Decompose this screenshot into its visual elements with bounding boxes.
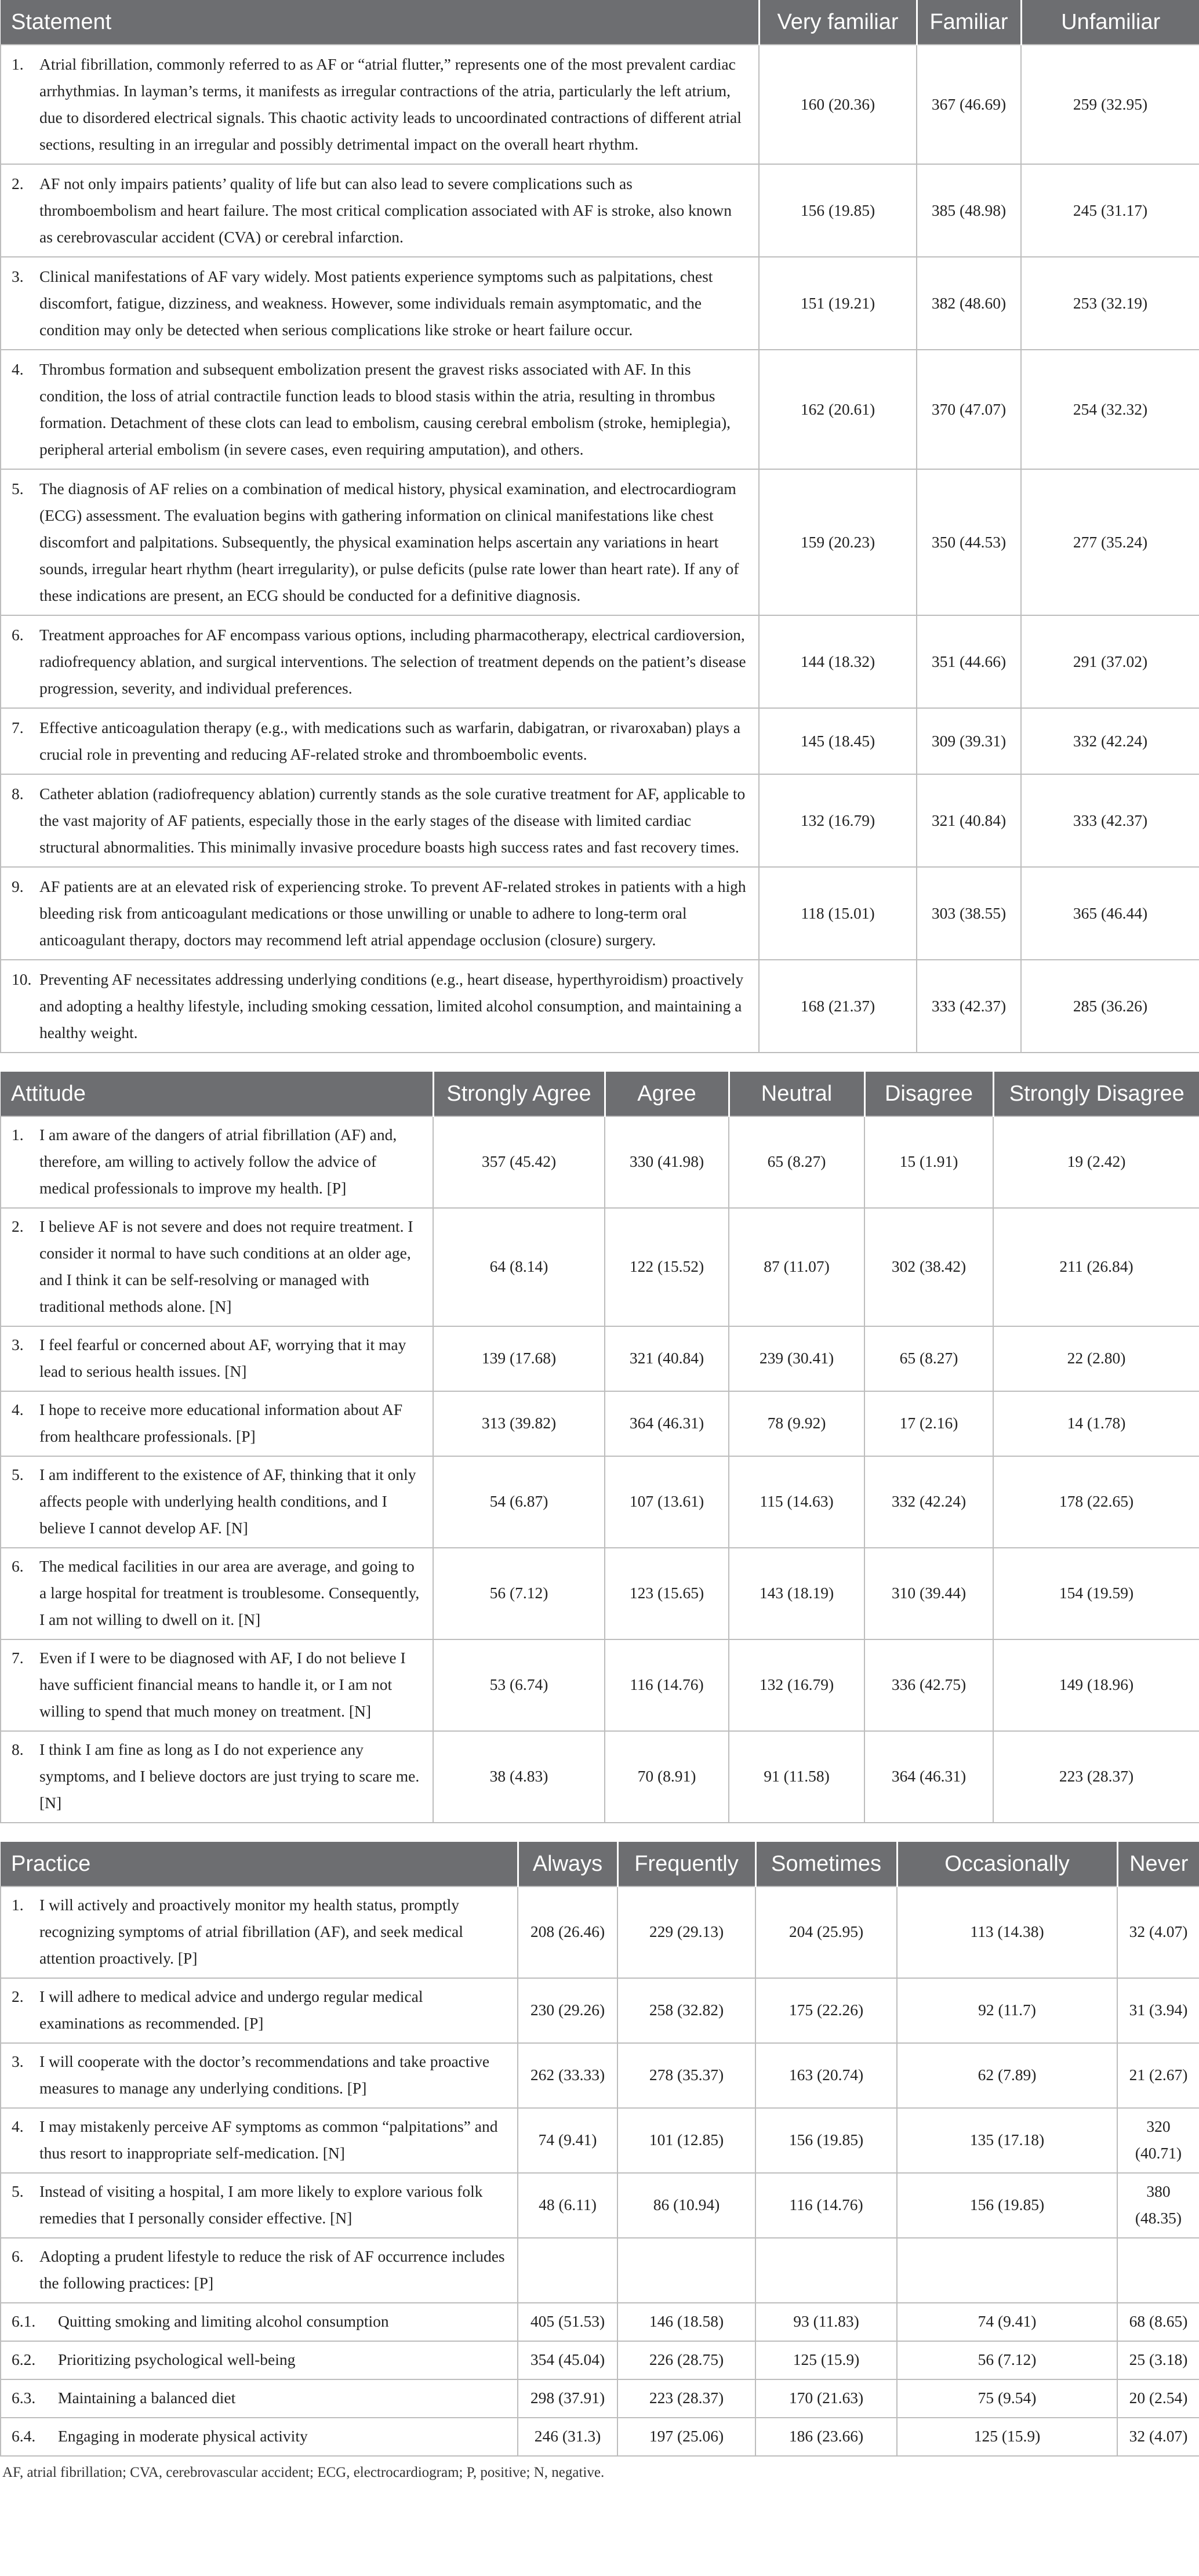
value-cell [755, 2238, 897, 2303]
value-cell: 78 (9.92) [729, 1391, 864, 1456]
practice-column-header: Occasionally [897, 1842, 1117, 1886]
statement-cell [1, 1978, 518, 2043]
item-text: Even if I were to be diagnosed with AF, I do not believe I have sufficient financial means to handle it, or I am not willing to spend that much money on treatment. [N] [39, 1649, 406, 1720]
value-cell: 310 (39.44) [864, 1548, 993, 1639]
item-text: Catheter ablation (radiofrequency ablation) currently stands as the sole curative treatment for AF, applicable to the vast majority of AF patients, especially those in the early stages of the disease with limited cardiac structural abnormalities. This minimally invasive procedure boasts high success rates and fast recovery times. [39, 785, 746, 856]
table-row [1, 2043, 1199, 2108]
knowledge-body [1, 45, 1199, 1053]
value-cell: 132 (16.79) [759, 774, 917, 867]
value-cell: 197 (25.06) [617, 2418, 755, 2456]
value-cell: 56 (7.12) [433, 1548, 605, 1639]
practice-body [1, 1886, 1199, 2456]
item-number: 4. [12, 1401, 24, 1418]
value-cell: 333 (42.37) [917, 960, 1021, 1053]
value-cell: 20 (2.54) [1117, 2379, 1199, 2418]
value-cell [897, 2238, 1117, 2303]
statement-cell [1, 2379, 518, 2418]
attitude-body [1, 1116, 1199, 1823]
value-cell: 146 (18.58) [617, 2303, 755, 2341]
value-cell: 116 (14.76) [605, 1639, 729, 1731]
value-cell: 38 (4.83) [433, 1731, 605, 1823]
value-cell: 262 (33.33) [518, 2043, 617, 2108]
value-cell: 156 (19.85) [759, 164, 917, 257]
value-cell: 132 (16.79) [729, 1639, 864, 1731]
value-cell: 330 (41.98) [605, 1116, 729, 1208]
value-cell: 382 (48.60) [917, 257, 1021, 350]
statement-cell [1, 774, 759, 867]
practice-table [0, 1842, 1199, 2457]
value-cell: 186 (23.66) [755, 2418, 897, 2456]
value-cell: 48 (6.11) [518, 2173, 617, 2238]
statement-cell [1, 2238, 518, 2303]
value-cell: 367 (46.69) [917, 45, 1021, 164]
attitude-column-header: Agree [605, 1072, 729, 1116]
table-row [1, 960, 1199, 1053]
item-number: 5. [12, 2182, 24, 2200]
item-number: 8. [12, 785, 24, 803]
knowledge-column-header: Statement [1, 0, 759, 45]
value-cell: 75 (9.54) [897, 2379, 1117, 2418]
value-cell: 145 (18.45) [759, 708, 917, 774]
item-text: Clinical manifestations of AF vary widely. Most patients experience symptoms such as palpitations, chest discomfort, fatigue, dizziness, and weakness. However, some individuals remain asymptomatic, and the condition may only be detected when serious complications like stroke or heart failure occur. [39, 267, 713, 339]
value-cell: 321 (40.84) [605, 1326, 729, 1391]
statement-cell [1, 1208, 433, 1326]
value-cell: 208 (26.46) [518, 1886, 617, 1978]
value-cell: 321 (40.84) [917, 774, 1021, 867]
attitude-table [0, 1072, 1199, 1823]
statement-cell [1, 2108, 518, 2173]
attitude-header-row [1, 1072, 1199, 1116]
value-cell: 139 (17.68) [433, 1326, 605, 1391]
item-text: The diagnosis of AF relies on a combination of medical history, physical examination, and electrocardiogram (ECG) assessment. The evaluation begins with gathering information on clinical manifestations like chest discomfort and palpitations. Subsequently, the physical examination helps ascertain any variations in heart sounds, irregular heart rhythm (heart irregularity), or pulse deficits (pulse rate lower than heart rate). If any of these indications are present, an ECG should be conducted for a definitive diagnosis. [39, 480, 739, 604]
item-number: 6. [12, 626, 24, 644]
value-cell: 32 (4.07) [1117, 1886, 1199, 1978]
value-cell: 309 (39.31) [917, 708, 1021, 774]
value-cell: 254 (32.32) [1021, 350, 1199, 469]
table-row [1, 1548, 1199, 1639]
item-text: AF not only impairs patients’ quality of life but can also lead to severe complications such as thromboembolism and heart failure. The most critical complication associated with AF is stroke, also known as cerebrovascular accident (CVA) or cerebral infarction. [39, 175, 732, 246]
statement-cell [1, 2341, 518, 2379]
item-number: 5. [12, 480, 24, 498]
table-row [1, 1391, 1199, 1456]
table-row [1, 2379, 1199, 2418]
practice-column-header: Frequently [617, 1842, 755, 1886]
value-cell: 156 (19.85) [897, 2173, 1117, 2238]
item-text: I hope to receive more educational information about AF from healthcare professionals. [P] [39, 1401, 403, 1445]
item-number: 2. [12, 1987, 24, 2005]
item-number: 3. [12, 2052, 24, 2070]
item-number: 1. [12, 1896, 24, 1914]
statement-cell [1, 45, 759, 164]
table-row [1, 257, 1199, 350]
item-text: Effective anticoagulation therapy (e.g., with medications such as warfarin, dabigatran, or rivaroxaban) plays a crucial role in preventing and reducing AF-related stroke and thromboembolic events. [39, 719, 741, 763]
value-cell: 17 (2.16) [864, 1391, 993, 1456]
value-cell: 32 (4.07) [1117, 2418, 1199, 2456]
value-cell: 302 (38.42) [864, 1208, 993, 1326]
statement-cell [1, 2418, 518, 2456]
value-cell: 246 (31.3) [518, 2418, 617, 2456]
value-cell: 154 (19.59) [993, 1548, 1199, 1639]
value-cell: 86 (10.94) [617, 2173, 755, 2238]
value-cell: 357 (45.42) [433, 1116, 605, 1208]
statement-cell [1, 960, 759, 1053]
value-cell: 354 (45.04) [518, 2341, 617, 2379]
statement-cell [1, 1731, 433, 1823]
statement-cell [1, 2173, 518, 2238]
knowledge-table [0, 0, 1199, 1053]
value-cell: 333 (42.37) [1021, 774, 1199, 867]
value-cell: 143 (18.19) [729, 1548, 864, 1639]
table-row [1, 708, 1199, 774]
value-cell [1117, 2238, 1199, 2303]
value-cell: 87 (11.07) [729, 1208, 864, 1326]
value-cell: 162 (20.61) [759, 350, 917, 469]
value-cell: 118 (15.01) [759, 867, 917, 960]
value-cell: 332 (42.24) [1021, 708, 1199, 774]
attitude-column-header: Attitude [1, 1072, 433, 1116]
value-cell: 156 (19.85) [755, 2108, 897, 2173]
item-number: 5. [12, 1465, 24, 1483]
value-cell: 277 (35.24) [1021, 469, 1199, 615]
value-cell: 65 (8.27) [864, 1326, 993, 1391]
item-text: Preventing AF necessitates addressing underlying conditions (e.g., heart disease, hyperthyroidism) proactively and adopting a healthy lifestyle, including smoking cessation, limited alcohol consumption, and maintaining a healthy weight. [39, 970, 744, 1042]
value-cell: 298 (37.91) [518, 2379, 617, 2418]
value-cell: 135 (17.18) [897, 2108, 1117, 2173]
item-text: Engaging in moderate physical activity [58, 2427, 308, 2445]
value-cell: 313 (39.82) [433, 1391, 605, 1456]
value-cell: 74 (9.41) [897, 2303, 1117, 2341]
item-number: 3. [12, 267, 24, 285]
value-cell: 54 (6.87) [433, 1456, 605, 1548]
value-cell: 223 (28.37) [617, 2379, 755, 2418]
value-cell: 259 (32.95) [1021, 45, 1199, 164]
value-cell: 175 (22.26) [755, 1978, 897, 2043]
statement-cell [1, 257, 759, 350]
statement-cell [1, 1639, 433, 1731]
value-cell: 160 (20.36) [759, 45, 917, 164]
value-cell: 107 (13.61) [605, 1456, 729, 1548]
value-cell: 74 (9.41) [518, 2108, 617, 2173]
table-row [1, 469, 1199, 615]
value-cell: 226 (28.75) [617, 2341, 755, 2379]
value-cell: 14 (1.78) [993, 1391, 1199, 1456]
value-cell: 15 (1.91) [864, 1116, 993, 1208]
section-gap [0, 1053, 1199, 1072]
statement-cell [1, 469, 759, 615]
item-text: Prioritizing psychological well-being [58, 2350, 296, 2368]
item-number: 1. [12, 55, 24, 73]
attitude-column-header: Strongly Disagree [993, 1072, 1199, 1116]
value-cell: 178 (22.65) [993, 1456, 1199, 1548]
value-cell: 31 (3.94) [1117, 1978, 1199, 2043]
value-cell: 113 (14.38) [897, 1886, 1117, 1978]
table-row [1, 164, 1199, 257]
item-number: 4. [12, 2117, 24, 2135]
knowledge-column-header: Unfamiliar [1021, 0, 1199, 45]
item-number: 6. [12, 1557, 24, 1575]
table-row [1, 1116, 1199, 1208]
value-cell: 370 (47.07) [917, 350, 1021, 469]
value-cell: 350 (44.53) [917, 469, 1021, 615]
value-cell: 245 (31.17) [1021, 164, 1199, 257]
item-number: 6.1. [12, 2312, 36, 2330]
statement-cell [1, 1116, 433, 1208]
item-text: I believe AF is not severe and does not require treatment. I consider it normal to have such conditions at an older age, and I think it can be self-resolving or managed with traditional methods alone. [N] [39, 1217, 413, 1315]
table-row [1, 774, 1199, 867]
value-cell: 278 (35.37) [617, 2043, 755, 2108]
table-row [1, 1639, 1199, 1731]
item-number: 4. [12, 360, 24, 378]
value-cell: 336 (42.75) [864, 1639, 993, 1731]
item-number: 3. [12, 1336, 24, 1354]
value-cell: 101 (12.85) [617, 2108, 755, 2173]
value-cell: 64 (8.14) [433, 1208, 605, 1326]
item-text: Atrial fibrillation, commonly referred to as AF or “atrial flutter,” represents one of the most prevalent cardiac arrhythmias. In layman’s terms, it manifests as irregular contractions of the atria, particularly the left atrium, due to disordered electrical signals. This chaotic activity leads to uncoordinated contractions of different atrial sections, resulting in an irregular and possibly detrimental impact on the overall heart rhythm. [39, 55, 742, 153]
item-text: I feel fearful or concerned about AF, worrying that it may lead to serious health issues. [N] [39, 1336, 406, 1380]
statement-cell [1, 1391, 433, 1456]
item-text: I will cooperate with the doctor’s recommendations and take proactive measures to manage any underlying conditions. [P] [39, 2052, 490, 2097]
value-cell: 62 (7.89) [897, 2043, 1117, 2108]
value-cell: 21 (2.67) [1117, 2043, 1199, 2108]
value-cell: 115 (14.63) [729, 1456, 864, 1548]
table-row [1, 1208, 1199, 1326]
table-row [1, 1978, 1199, 2043]
table-row [1, 2238, 1199, 2303]
value-cell: 91 (11.58) [729, 1731, 864, 1823]
item-text: I am indifferent to the existence of AF, thinking that it only affects people with underlying health conditions, and I believe I cannot develop AF. [N] [39, 1465, 416, 1537]
value-cell: 151 (19.21) [759, 257, 917, 350]
statement-cell [1, 615, 759, 708]
item-number: 6. [12, 2247, 24, 2265]
item-text: I will adhere to medical advice and undergo regular medical examinations as recommended. [P] [39, 1987, 423, 2032]
item-text: Instead of visiting a hospital, I am more likely to explore various folk remedies that I personally consider effective. [N] [39, 2182, 483, 2227]
item-number: 8. [12, 1740, 24, 1758]
item-number: 10. [12, 970, 32, 988]
value-cell: 123 (15.65) [605, 1548, 729, 1639]
value-cell: 380 (48.35) [1117, 2173, 1199, 2238]
value-cell: 122 (15.52) [605, 1208, 729, 1326]
value-cell: 125 (15.9) [755, 2341, 897, 2379]
table-row [1, 2303, 1199, 2341]
value-cell: 253 (32.19) [1021, 257, 1199, 350]
value-cell: 405 (51.53) [518, 2303, 617, 2341]
value-cell: 351 (44.66) [917, 615, 1021, 708]
statement-cell [1, 708, 759, 774]
value-cell: 93 (11.83) [755, 2303, 897, 2341]
knowledge-column-header: Familiar [917, 0, 1021, 45]
value-cell [518, 2238, 617, 2303]
value-cell: 163 (20.74) [755, 2043, 897, 2108]
value-cell: 19 (2.42) [993, 1116, 1199, 1208]
attitude-column-header: Strongly Agree [433, 1072, 605, 1116]
value-cell: 291 (37.02) [1021, 615, 1199, 708]
practice-header-row [1, 1842, 1199, 1886]
table-row [1, 2341, 1199, 2379]
table-row [1, 45, 1199, 164]
value-cell: 159 (20.23) [759, 469, 917, 615]
value-cell: 229 (29.13) [617, 1886, 755, 1978]
value-cell: 332 (42.24) [864, 1456, 993, 1548]
value-cell: 68 (8.65) [1117, 2303, 1199, 2341]
value-cell: 385 (48.98) [917, 164, 1021, 257]
value-cell: 144 (18.32) [759, 615, 917, 708]
item-text: Maintaining a balanced diet [58, 2389, 236, 2407]
value-cell: 125 (15.9) [897, 2418, 1117, 2456]
practice-column-header: Always [518, 1842, 617, 1886]
statement-cell [1, 867, 759, 960]
item-number: 2. [12, 175, 24, 193]
table-row [1, 2108, 1199, 2173]
table-footnote: AF, atrial fibrillation; CVA, cerebrovascular accident; ECG, electrocardiogram; P, positive; N, negative. [2, 2465, 605, 2480]
item-text: I think I am fine as long as I do not experience any symptoms, and I believe doctors are just trying to scare me. [N] [39, 1740, 420, 1812]
value-cell: 56 (7.12) [897, 2341, 1117, 2379]
table-row [1, 2173, 1199, 2238]
value-cell: 230 (29.26) [518, 1978, 617, 2043]
item-text: I will actively and proactively monitor my health status, promptly recognizing symptoms of atrial fibrillation (AF), and seek medical attention proactively. [P] [39, 1896, 463, 1967]
item-text: Treatment approaches for AF encompass various options, including pharmacotherapy, electrical cardioversion, radiofrequency ablation, and surgical interventions. The selection of treatment depends on the patient’s disease progression, severity, and individual preferences. [39, 626, 746, 697]
practice-column-header: Sometimes [755, 1842, 897, 1886]
statement-cell [1, 164, 759, 257]
value-cell: 170 (21.63) [755, 2379, 897, 2418]
item-number: 6.2. [12, 2350, 36, 2368]
item-text: The medical facilities in our area are average, and going to a large hospital for treatment is troublesome. Consequently, I am not willing to dwell on it. [N] [39, 1557, 420, 1628]
item-text: Thrombus formation and subsequent embolization present the gravest risks associated with AF. In this condition, the loss of atrial contractile function leads to blood stasis within the atria, resulting in thrombus formation. Detachment of these clots can lead to embolism, causing cerebral embolism (stroke, hemiplegia), peripheral arterial embolism (in severe cases, even requiring amputation), and others. [39, 360, 731, 458]
item-text: AF patients are at an elevated risk of experiencing stroke. To prevent AF-related strokes in patients with a high bleeding risk from anticoagulant medications or those unwilling or unable to adhere to long-term oral anticoagulant therapy, doctors may recommend left atrial appendage occlusion (closure) surgery. [39, 877, 746, 949]
table-row [1, 350, 1199, 469]
value-cell: 70 (8.91) [605, 1731, 729, 1823]
statement-cell [1, 2043, 518, 2108]
value-cell: 285 (36.26) [1021, 960, 1199, 1053]
practice-column-header: Practice [1, 1842, 518, 1886]
value-cell: 25 (3.18) [1117, 2341, 1199, 2379]
value-cell: 211 (26.84) [993, 1208, 1199, 1326]
value-cell: 168 (21.37) [759, 960, 917, 1053]
statement-cell [1, 350, 759, 469]
item-number: 7. [12, 1649, 24, 1667]
value-cell: 204 (25.95) [755, 1886, 897, 1978]
value-cell: 92 (11.7) [897, 1978, 1117, 2043]
table-row [1, 1731, 1199, 1823]
value-cell: 53 (6.74) [433, 1639, 605, 1731]
table-row [1, 867, 1199, 960]
value-cell: 364 (46.31) [864, 1731, 993, 1823]
item-text: I may mistakenly perceive AF symptoms as common “palpitations” and thus resort to inappropriate self-medication. [N] [39, 2117, 498, 2162]
statement-cell [1, 1326, 433, 1391]
table-row [1, 1326, 1199, 1391]
item-text: I am aware of the dangers of atrial fibrillation (AF) and, therefore, am willing to actively follow the advice of medical professionals to improve my health. [P] [39, 1126, 397, 1197]
value-cell: 149 (18.96) [993, 1639, 1199, 1731]
practice-column-header: Never [1117, 1842, 1199, 1886]
table-row [1, 615, 1199, 708]
item-number: 7. [12, 719, 24, 736]
value-cell: 116 (14.76) [755, 2173, 897, 2238]
statement-cell [1, 1456, 433, 1548]
value-cell: 258 (32.82) [617, 1978, 755, 2043]
value-cell: 303 (38.55) [917, 867, 1021, 960]
knowledge-column-header: Very familiar [759, 0, 917, 45]
value-cell: 365 (46.44) [1021, 867, 1199, 960]
statement-cell [1, 1548, 433, 1639]
value-cell: 223 (28.37) [993, 1731, 1199, 1823]
table-row [1, 2418, 1199, 2456]
item-number: 6.3. [12, 2389, 36, 2407]
item-number: 9. [12, 877, 24, 895]
item-text: Adopting a prudent lifestyle to reduce the risk of AF occurrence includes the following practices: [P] [39, 2247, 505, 2292]
value-cell: 320 (40.71) [1117, 2108, 1199, 2173]
section-gap [0, 1823, 1199, 1842]
item-number: 1. [12, 1126, 24, 1144]
value-cell: 22 (2.80) [993, 1326, 1199, 1391]
value-cell [617, 2238, 755, 2303]
statement-cell [1, 2303, 518, 2341]
value-cell: 364 (46.31) [605, 1391, 729, 1456]
statement-cell [1, 1886, 518, 1978]
attitude-column-header: Neutral [729, 1072, 864, 1116]
item-text: Quitting smoking and limiting alcohol consumption [58, 2312, 389, 2330]
table-row [1, 1886, 1199, 1978]
item-number: 2. [12, 1217, 24, 1235]
table-row [1, 1456, 1199, 1548]
knowledge-header-row [1, 0, 1199, 45]
item-number: 6.4. [12, 2427, 36, 2445]
attitude-column-header: Disagree [864, 1072, 993, 1116]
value-cell: 65 (8.27) [729, 1116, 864, 1208]
value-cell: 239 (30.41) [729, 1326, 864, 1391]
